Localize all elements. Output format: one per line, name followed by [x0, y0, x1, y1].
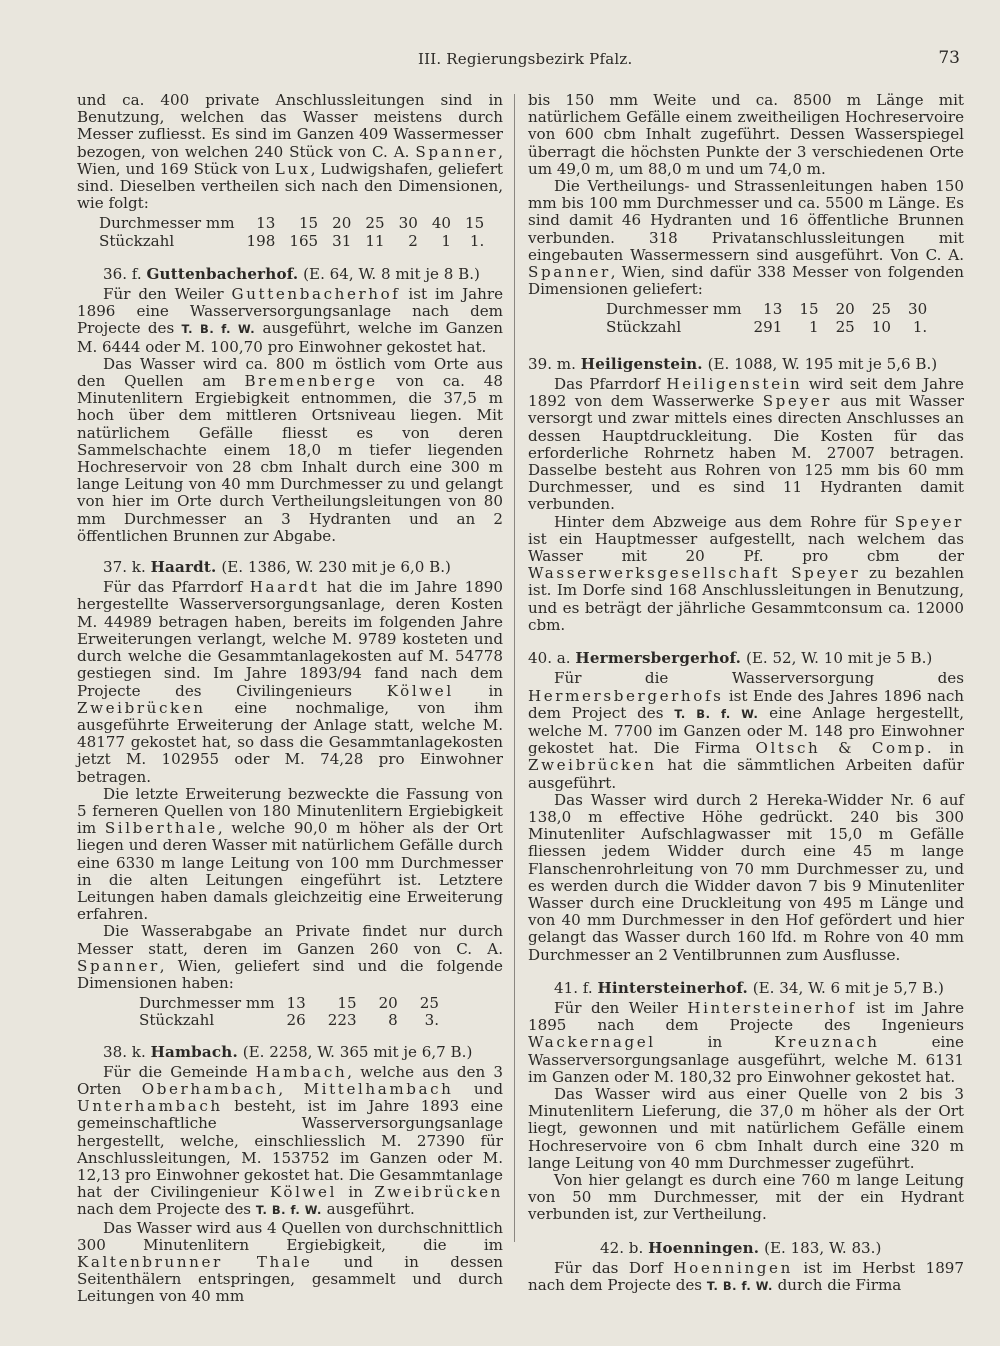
table-row — [139, 995, 461, 1012]
table-cell: 11 — [365, 231, 385, 250]
paragraph: Für das Dorf Hoenningen ist im Herbst 1897 nach dem Projecte des T. B. f. W. durch die Firma — [528, 1258, 965, 1294]
section-heading — [528, 980, 964, 997]
table-cell: 10 — [871, 317, 891, 336]
paragraph: bis 150 mm Weite und ca. 8500 m Länge mit natürlichem Gefälle einem zweitheiligen Hochreservoire von 600 cbm Inhalt zugeführt. Dessen Wasserspiegel überragt die höchsten Punkte der 3 verschiedenen Orte um 49,0 m, um 88,0 m und um 74,0 m. — [528, 91, 964, 178]
table-cell: Durchmesser mm — [139, 994, 275, 1013]
table-cell: 291 — [753, 317, 783, 336]
table-cell: 30 — [398, 214, 418, 233]
section-info: (E. 34, W. 6 mit je 5,7 B.) — [752, 978, 944, 997]
table-cell: 15 — [465, 214, 485, 233]
table-cell: 25 — [871, 300, 891, 319]
right-column — [528, 91, 965, 1294]
table-cell: Stückzahl — [606, 317, 682, 336]
section-number: 40. a. — [528, 649, 571, 668]
paragraph: Hinter dem Abzweige aus dem Rohre für Speyer ist ein Hauptmesser aufgestellt, nach welchem das Wasser mit 20 Pf. pro cbm der Wasserwerksgesellschaft Speyer zu bezahlen ist. Im Dorfe sind 168 Anschlussleitungen in Benutzung, und es beträgt der jährliche Gesammtconsum ca. 12000 cbm. — [528, 512, 964, 634]
paragraph: Das Wasser wird aus 4 Quellen von durchschnittlich 300 Minutenlitern Ergiebigkeit, die im Kaltenbrunner Thale und in dessen Seitenthälern entspringen, gesammelt und durch Leitungen von 40 mm — [77, 1218, 503, 1306]
table-cell: 15 — [337, 994, 357, 1013]
left-column — [77, 91, 504, 1306]
table-cell: 1. — [912, 317, 928, 336]
table-cell: 26 — [286, 1011, 306, 1030]
section-title: Hoenningen. — [648, 1238, 760, 1257]
section-info: (E. 52, W. 10 mit je 5 B.) — [745, 649, 933, 668]
table-cell: 31 — [332, 231, 352, 250]
table-cell: 1 — [441, 231, 452, 250]
paragraph: Für die Wasserversorgung des Hermersbergerhofs ist Ende des Jahres 1896 nach dem Project des T. B. f. W. eine Anlage hergestellt, welche M. 7700 im Ganzen oder M. 148 pro Einwohner gekostet hat. Die Firma Oltsch & Comp. in Zweibrücken hat die sämmtlichen Arbeiten dafür ausgeführt. — [528, 669, 965, 792]
table-cell: 1. — [469, 231, 485, 250]
paragraph: Die letzte Erweiterung bezweckte die Fassung von 5 ferneren Quellen von 180 Minutenlitern Ergiebigkeit im Silberthale, welche 90,0 m höher als der Ort liegen und deren Wasser mit natürlichem Gefälle durch eine 6330 m lange Leitung von 100 mm Durchmesser in die alten Leitungen eingeführt ist. Letztere Leitungen haben damals gleichzeitig eine Erweiterung erfahren. — [77, 784, 503, 924]
table-cell: Durchmesser mm — [99, 214, 235, 233]
table-cell: 25 — [419, 994, 439, 1013]
paragraph: Von hier gelangt es durch eine 760 m lange Leitung von 50 mm Durchmesser, mit der ein Hydrant verbunden ist, zur Vertheilung. — [528, 1170, 964, 1224]
section-heading — [528, 1240, 964, 1257]
table-cell: 3. — [424, 1011, 439, 1030]
table-cell: 20 — [332, 214, 352, 233]
table-cell: 30 — [908, 300, 928, 319]
section-number: 36. f. — [103, 264, 142, 283]
table-row — [99, 215, 498, 232]
table-cell: 223 — [327, 1011, 357, 1030]
table-cell: 15 — [298, 214, 319, 233]
section-title: Guttenbacherhof. — [146, 264, 299, 283]
table-row — [606, 301, 944, 318]
table-cell: 13 — [286, 994, 306, 1013]
table-cell: Durchmesser mm — [606, 300, 742, 319]
section-info: (E. 64, W. 8 mit je 8 B.) — [303, 264, 480, 283]
table-cell: 1 — [808, 317, 819, 336]
table-cell: 15 — [799, 300, 819, 319]
page-header — [80, 50, 960, 74]
paragraph: Das Wasser wird ca. 800 m östlich vom Orte aus den Quellen am Bremenberge von ca. 48 Minutenlitern Ergiebigkeit entnommen, die 37,5 m hoch über dem mittleren Ortsniveau liegen. Mit natürlichem Gefälle fliesst es von deren Sammelschachte einem 18,0 m tiefer liegenden Hochreservoir von 28 cbm Inhalt durch eine 300 m lange Leitung von 40 mm Durchmesser zu und gelangt von hier im Orte durch Vertheilungsleitungen von 80 mm Durchmesser an 3 Hydranten und an 2 öffentlichen Brunnen zur Abgabe. — [77, 354, 504, 545]
section-info: (E. 183, W. 83.) — [764, 1238, 882, 1257]
table-cell: 165 — [289, 231, 319, 250]
column-divider — [514, 94, 515, 1242]
paragraph: Für die Gemeinde Hambach, welche aus den 3 Orten Oberhambach, Mittelhambach und Unterhambach besteht, ist im Jahre 1893 eine gemeinschaftliche Wasserversorgungsanlage hergestellt, welche, einschliesslich M. 27390 für Anschlussleitungen, M. 153752 im Ganzen oder M. 12,13 pro Einwohner gekostet hat. Die Gesammtanlage hat der Civilingenieur Kölwel in Zweibrücken nach dem Projecte des T. B. f. W. ausgeführt. — [77, 1062, 503, 1219]
section-number: 39. m. — [528, 354, 576, 373]
table-cell: 20 — [378, 994, 398, 1013]
table-cell: 25 — [365, 214, 385, 233]
section-title: Heiligenstein. — [580, 354, 703, 373]
section-number: 37. k. — [103, 558, 146, 577]
running-head: III. Regierungsbezirk Pfalz. — [418, 50, 633, 68]
section-title: Hambach. — [150, 1042, 238, 1061]
table-cell: 8 — [388, 1011, 398, 1030]
section-title: Haardt. — [150, 558, 217, 577]
paragraph: Das Pfarrdorf Heiligenstein wird seit dem Jahre 1892 von dem Wasserwerke Speyer aus mit Wasser versorgt und zwar mittels eines directen Anschlusses an dessen Hauptdruckleitung. Die Kosten für das erforderliche Rohrnetz haben M. 27007 betragen. Dasselbe besteht aus Rohren von 125 mm bis 60 mm Durchmesser, und es sind 11 Hydranten damit verbunden. — [528, 375, 964, 514]
dimension-table — [139, 995, 461, 1029]
table-cell: 2 — [408, 231, 418, 250]
table-cell: Stückzahl — [139, 1011, 215, 1030]
section-heading — [77, 266, 503, 283]
table-row — [99, 233, 498, 250]
section-heading — [77, 1044, 503, 1061]
paragraph: Das Wasser wird aus einer Quelle von 2 bis 3 Minutenlitern Lieferung, die 37,0 m höher als der Ort liegt, gewonnen und mit natürlichem Gefälle einem Hochreservoire von 6 cbm Inhalt durch eine 320 m lange Leitung von 40 mm Durchmesser zugeführt. — [528, 1084, 964, 1172]
table-row — [139, 1012, 461, 1029]
section-info: (E. 2258, W. 365 mit je 6,7 B.) — [242, 1042, 473, 1061]
section-number: 41. f. — [554, 978, 593, 997]
page-number: 73 — [938, 48, 960, 68]
table-row — [606, 319, 944, 336]
section-info: (E. 1088, W. 195 mit je 5,6 B.) — [707, 354, 938, 373]
table-cell: 40 — [431, 214, 452, 233]
paragraph: Für den Weiler Guttenbacherhof ist im Jahre 1896 eine Wasserversorgungsanlage nach dem Projecte des T. B. f. W. ausgeführt, welche im Ganzen M. 6444 oder M. 100,70 pro Einwohner gekostet hat. — [77, 285, 503, 356]
table-cell: 13 — [256, 214, 276, 233]
table-cell: 13 — [763, 300, 783, 319]
table-cell: 25 — [835, 317, 855, 336]
section-number: 38. k. — [103, 1042, 146, 1061]
dimension-table — [99, 215, 498, 249]
table-cell: Stückzahl — [99, 231, 175, 250]
paragraph: Für den Weiler Hintersteinerhof ist im Jahre 1895 nach dem Projecte des Ingenieurs Wackernagel in Kreuznach eine Wasserversorgungsanlage ausgeführt, welche M. 6131 im Ganzen oder M. 180,32 pro Einwohner gekostet hat. — [528, 998, 964, 1086]
table-cell: 198 — [246, 231, 276, 250]
paragraph: Die Wasserabgabe an Private findet nur durch Messer statt, deren im Ganzen 260 von C. A. Spanner, Wien, geliefert sind und die folgende Dimensionen haben: — [77, 922, 503, 992]
paragraph: Die Vertheilungs- und Strassenleitungen haben 150 mm bis 100 mm Durchmesser und ca. 5500 m Länge. Es sind damit 46 Hydranten und 16 öffentliche Brunnen verbunden. 318 Privatanschlussleitungen mit eingebauten Wassermessern sind ausgeführt. Von C. A. Spanner, Wien, sind dafür 338 Messer von folgenden Dimensionen geliefert: — [528, 177, 964, 299]
section-number: 42. b. — [600, 1238, 644, 1257]
section-heading — [77, 559, 503, 576]
table-cell: 20 — [835, 300, 855, 319]
paragraph: Für das Pfarrdorf Haardt hat die im Jahre 1890 hergestellte Wasserversorgungsanlage, deren Kosten M. 44989 betragen haben, bereits im folgenden Jahre Erweiterungen verlangt, welche M. 9789 kosteten und durch welche die Gesammtanlagekosten auf M. 54778 gestiegen sind. Im Jahre 1893/94 fand nach dem Projecte des Civilingenieurs Kölwel in Zweibrücken eine nochmalige, von ihm ausgeführte Erweiterung der Anlage statt, welche M. 48177 gekostet hat, so dass die Gesammtanlagekosten jetzt M. 102955 oder M. 74,28 pro Einwohner betragen. — [77, 578, 504, 786]
section-heading — [528, 650, 964, 667]
section-title: Hermersbergerhof. — [575, 649, 742, 668]
section-heading — [528, 356, 964, 373]
paragraph: und ca. 400 private Anschlussleitungen sind in Benutzung, welchen das Wasser meistens durch Messer zufliesst. Es sind im Ganzen 409 Wassermesser bezogen, von welchen 240 Stück von C. A. Spanner, Wien, und 169 Stück von Lux, Ludwigshafen, geliefert sind. Dieselben vertheilen sich nach den Dimensionen, wie folgt: — [77, 91, 503, 213]
section-title: Hintersteinerhof. — [597, 978, 748, 997]
dimension-table — [606, 301, 944, 335]
paragraph: Das Wasser wird durch 2 Hereka-Widder Nr. 6 auf 138,0 m effective Höhe gedrückt. 240 bis 300 Minutenliter Aufschlagwasser mit 15,0 m Gefälle fliessen jedem Widder durch eine 45 m lange Flanschenrohrleitung von 70 mm Durchmesser zu, und es werden durch die Widder davon 7 bis 9 Minutenliter Wasser durch eine Druckleitung von 495 m Länge und von 40 mm Durchmesser in den Hof gefördert und hier gelangt das Wasser durch 160 lfd. m Rohre von 40 mm Durchmesser an 2 Ventilbrunnen zum Ausflusse. — [528, 790, 964, 964]
section-info: (E. 1386, W. 230 mit je 6,0 B.) — [221, 558, 451, 577]
